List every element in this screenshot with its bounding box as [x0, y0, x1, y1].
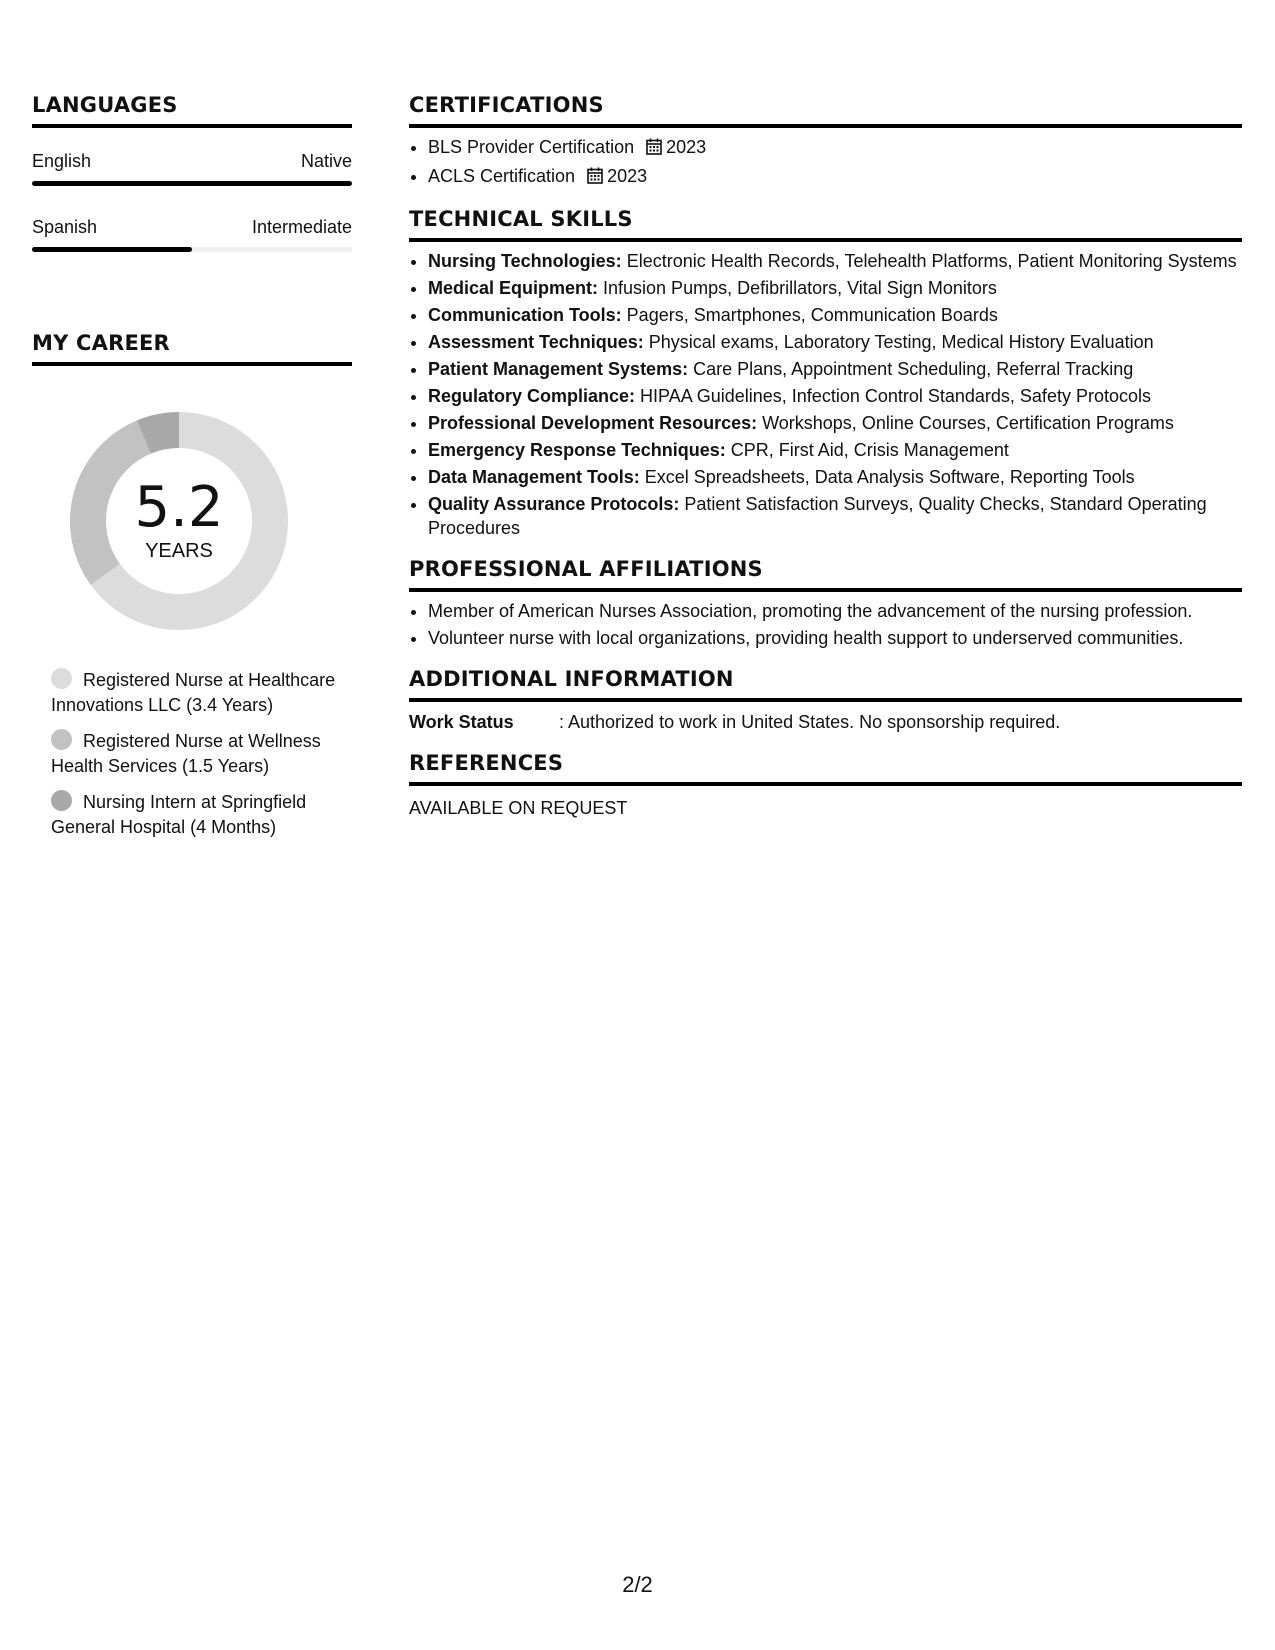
languages-heading: LANGUAGES	[32, 92, 352, 128]
language-proficiency-fill	[32, 181, 352, 186]
references-heading: REFERENCES	[409, 750, 1242, 786]
legend-dot-icon	[51, 790, 72, 811]
skill-label: Nursing Technologies:	[428, 251, 622, 271]
skill-text: Excel Spreadsheets, Data Analysis Software, Reporting Tools	[639, 467, 1135, 487]
skill-label: Quality Assurance Protocols:	[428, 494, 680, 514]
skill-text: Physical exams, Laboratory Testing, Medical History Evaluation	[643, 332, 1154, 352]
career-total-unit: YEARS	[145, 540, 213, 562]
technical-skills-heading: TECHNICAL SKILLS	[409, 206, 1242, 242]
skill-item	[428, 330, 1242, 354]
skill-item	[428, 303, 1242, 327]
certification-year: 2023	[607, 166, 648, 186]
career-legend	[51, 668, 341, 840]
career-heading: MY CAREER	[32, 330, 352, 366]
career-legend-label: Registered Nurse at Healthcare Innovations LLC (3.4 Years)	[51, 670, 336, 715]
work-status-value: : Authorized to work in United States. No sponsorship required.	[559, 712, 1061, 732]
language-proficiency-bar	[32, 247, 352, 252]
language-proficiency-bar	[32, 181, 352, 186]
career-legend-item	[51, 668, 341, 718]
skill-item	[428, 438, 1242, 462]
technical-skills-section	[409, 206, 1242, 540]
language-proficiency-fill	[32, 247, 192, 252]
additional-info-section	[409, 666, 1242, 734]
language-name: Spanish	[32, 217, 98, 237]
calendar-icon	[646, 137, 662, 161]
skill-label: Patient Management Systems:	[428, 359, 689, 379]
legend-dot-icon	[51, 668, 72, 689]
donut-segment-2	[144, 430, 179, 437]
references-text: AVAILABLE ON REQUEST	[409, 798, 628, 818]
affiliations-list	[409, 599, 1242, 650]
language-level: Native	[300, 151, 352, 171]
skill-text: Patient Satisfaction Surveys, Quality Checks, Standard Operating Procedures	[428, 494, 1207, 538]
certifications-list	[409, 135, 1242, 190]
career-legend-item	[51, 729, 341, 779]
references-section	[409, 750, 1242, 820]
career-legend-item	[51, 790, 341, 840]
skill-text: Infusion Pumps, Defibrillators, Vital Sign Monitors	[598, 278, 997, 298]
skill-item	[428, 384, 1242, 408]
skill-label: Communication Tools:	[428, 305, 622, 325]
skill-text: Pagers, Smartphones, Communication Boards	[621, 305, 998, 325]
skill-text: CPR, First Aid, Crisis Management	[725, 440, 1009, 460]
certification-year: 2023	[666, 137, 707, 157]
technical-skills-list	[409, 249, 1242, 540]
skill-label: Emergency Response Techniques:	[428, 440, 726, 460]
skill-label: Medical Equipment:	[428, 278, 599, 298]
additional-info-heading: ADDITIONAL INFORMATION	[409, 666, 1242, 702]
affiliation-item: • Member of American Nurses Association, promoting the advancement of the nursing profession.	[428, 599, 1242, 623]
career-total-value: 5.2	[134, 475, 224, 540]
skill-text: HIPAA Guidelines, Infection Control Standards, Safety Protocols	[635, 386, 1151, 406]
language-level: Intermediate	[251, 217, 352, 237]
skill-item	[428, 276, 1242, 300]
calendar-icon	[587, 166, 603, 190]
skill-item	[428, 357, 1242, 381]
work-status-label: Work Status	[409, 712, 514, 732]
work-status-row	[409, 710, 1242, 734]
skill-label: Data Management Tools:	[428, 467, 640, 487]
certification-item	[428, 164, 1242, 190]
skill-item	[428, 465, 1242, 489]
legend-dot-icon	[51, 729, 72, 750]
certification-name: BLS Provider Certification	[428, 137, 635, 157]
language-english	[32, 150, 352, 186]
skill-text: Care Plans, Appointment Scheduling, Referral Tracking	[688, 359, 1134, 379]
language-name: English	[32, 151, 92, 171]
skill-item	[428, 411, 1242, 435]
career-total	[64, 475, 294, 563]
right-column	[409, 92, 1242, 836]
page-number: 2/2	[622, 1572, 653, 1597]
skill-label: Regulatory Compliance:	[428, 386, 636, 406]
career-legend-label: Nursing Intern at Springfield General Hospital (4 Months)	[51, 792, 307, 837]
left-column	[32, 92, 352, 851]
certification-name: ACLS Certification	[428, 166, 576, 186]
career-donut-chart	[64, 406, 294, 636]
certification-item	[428, 135, 1242, 161]
skill-text: Workshops, Online Courses, Certification Programs	[757, 413, 1174, 433]
affiliations-heading: PROFESSIONAL AFFILIATIONS	[409, 556, 1242, 592]
skill-label: Professional Development Resources:	[428, 413, 758, 433]
certifications-heading: CERTIFICATIONS	[409, 92, 1242, 128]
career-legend-label: Registered Nurse at Wellness Health Services (1.5 Years)	[51, 731, 321, 776]
skill-item	[428, 249, 1242, 273]
skill-label: Assessment Techniques:	[428, 332, 644, 352]
skill-item	[428, 492, 1242, 540]
certifications-section	[409, 92, 1242, 190]
skill-text: Electronic Health Records, Telehealth Platforms, Patient Monitoring Systems	[621, 251, 1237, 271]
affiliations-section	[409, 556, 1242, 650]
affiliation-item: • Volunteer nurse with local organizations, providing health support to underserved communities.	[428, 626, 1242, 650]
language-spanish	[32, 216, 352, 252]
